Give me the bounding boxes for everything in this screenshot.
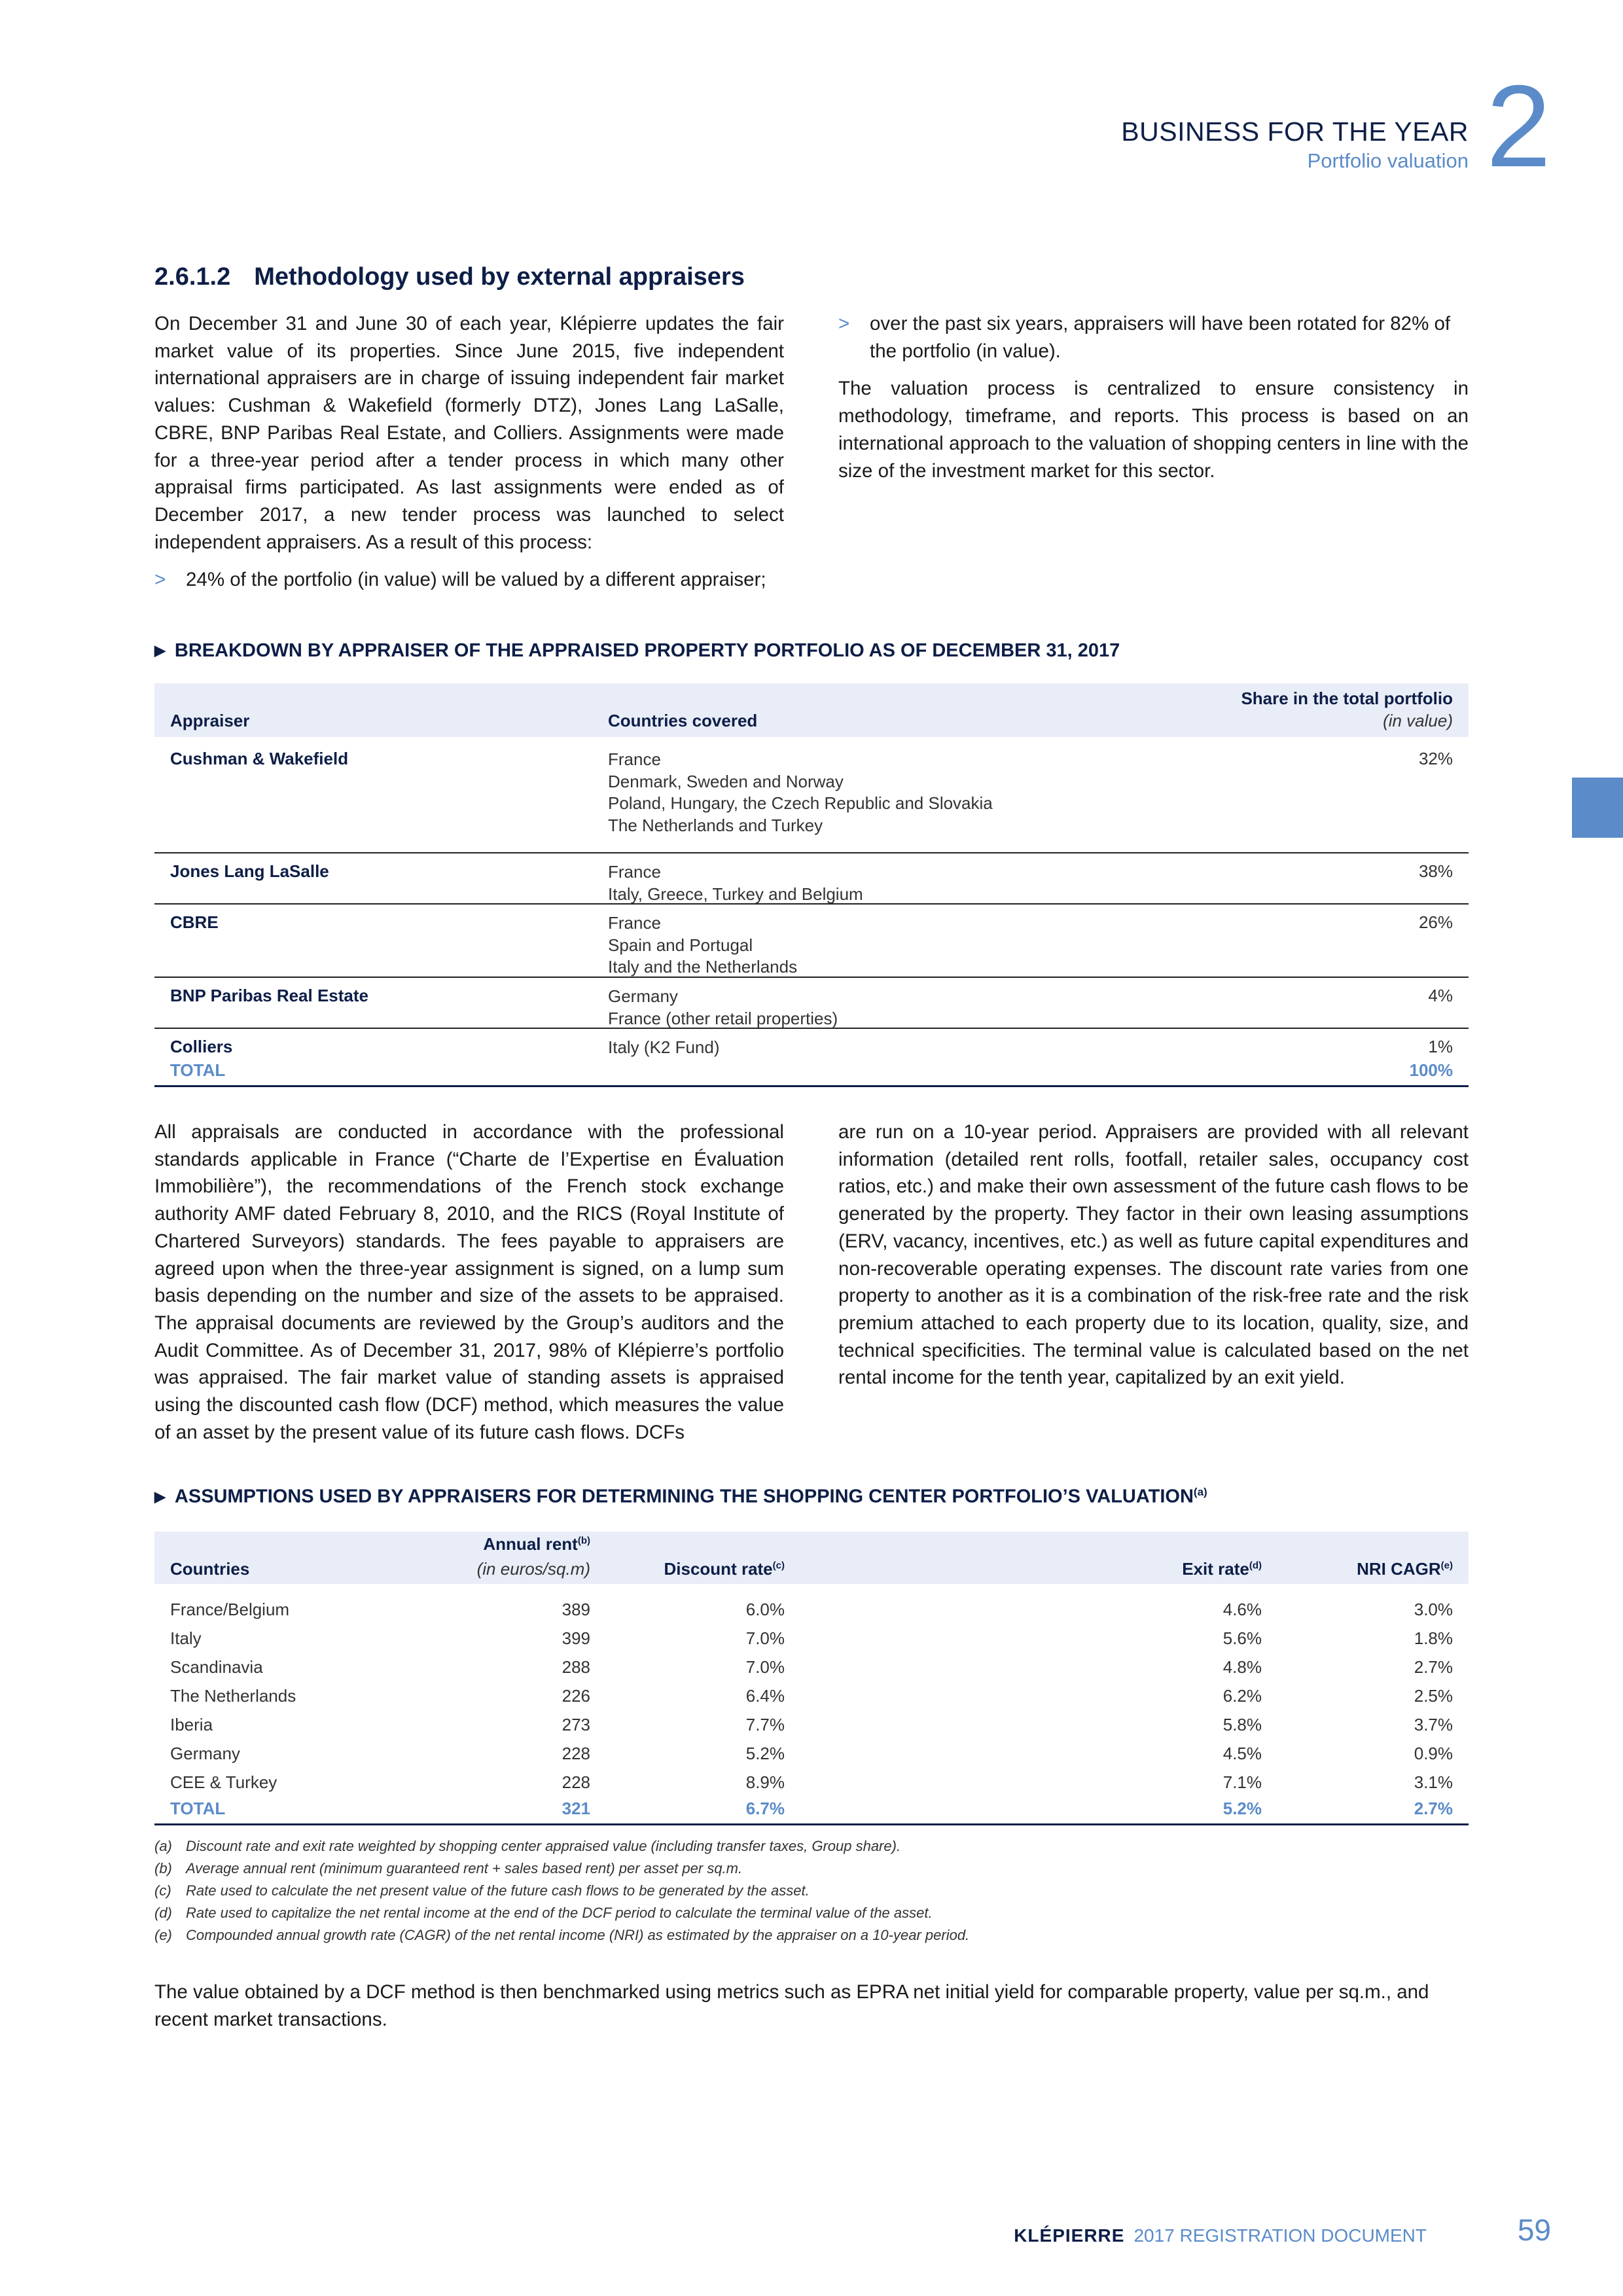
country-line: France (other retail properties) bbox=[608, 1008, 838, 1028]
country-line: Spain and Portugal bbox=[608, 935, 753, 955]
assumptions-table bbox=[154, 1532, 1469, 1825]
share-value: 32% bbox=[1418, 749, 1453, 768]
share-value: 38% bbox=[1418, 861, 1453, 881]
table-row bbox=[154, 1594, 1469, 1623]
table-row bbox=[154, 1738, 1469, 1767]
total-rent: 321 bbox=[562, 1799, 590, 1818]
rent-cell: 288 bbox=[562, 1657, 590, 1677]
section-title bbox=[154, 263, 745, 291]
col-exit-text: Exit rate bbox=[1182, 1559, 1249, 1579]
col-discount-text: Discount rate bbox=[664, 1559, 773, 1579]
table1-total-row bbox=[154, 1058, 1469, 1087]
rent-cell: 228 bbox=[562, 1744, 590, 1763]
exit-cell: 4.8% bbox=[1222, 1657, 1262, 1677]
chapter-side-tab bbox=[1572, 778, 1623, 838]
footnote bbox=[154, 1902, 1469, 1924]
col-discount bbox=[664, 1559, 785, 1579]
rent-cell: 389 bbox=[562, 1600, 590, 1619]
col-appraiser: Appraiser bbox=[170, 711, 250, 730]
share-value: 1% bbox=[1428, 1037, 1453, 1056]
country-line: The Netherlands and Turkey bbox=[608, 815, 823, 835]
footnote bbox=[154, 1880, 1469, 1902]
chapter-title: BUSINESS FOR THE YEAR bbox=[1121, 117, 1469, 147]
footnote-text: Rate used to capitalize the net rental income at the end of the DCF period to calculate the terminal value of the asset. bbox=[186, 1905, 933, 1921]
table2-header bbox=[154, 1532, 1469, 1584]
col-share: Share in the total portfolio bbox=[1241, 689, 1453, 708]
country-cell: Germany bbox=[170, 1744, 240, 1763]
country-line: France bbox=[608, 913, 661, 933]
col-cagr bbox=[1357, 1559, 1453, 1579]
table1-heading-text: BREAKDOWN BY APPRAISER OF THE APPRAISED PROPERTY PORTFOLIO AS OF DECEMBER 31, 2017 bbox=[174, 640, 1120, 661]
footer-brand: KLÉPIERRE bbox=[1014, 2225, 1125, 2246]
appraiser-name: CBRE bbox=[170, 912, 219, 932]
chapter-number: 2 bbox=[1486, 61, 1551, 191]
footnote bbox=[154, 1835, 1469, 1857]
table2-footnotes bbox=[154, 1835, 1469, 1946]
country-cell: CEE & Turkey bbox=[170, 1772, 277, 1792]
country-cell: Iberia bbox=[170, 1715, 213, 1734]
country-cell: Scandinavia bbox=[170, 1657, 263, 1677]
footnote-text: Average annual rent (minimum guaranteed rent + sales based rent) per asset per sq.m. bbox=[186, 1860, 743, 1876]
discount-cell: 7.7% bbox=[745, 1715, 785, 1734]
footnote-label: (e) bbox=[154, 1927, 172, 1943]
share-value: 26% bbox=[1418, 912, 1453, 932]
total-cagr: 2.7% bbox=[1414, 1799, 1453, 1818]
table-row bbox=[154, 1623, 1469, 1652]
total-value: 100% bbox=[1409, 1060, 1453, 1080]
total-label: TOTAL bbox=[170, 1799, 226, 1818]
intro-right-column bbox=[838, 310, 1469, 484]
country-line: Italy (K2 Fund) bbox=[608, 1037, 720, 1057]
rent-cell: 399 bbox=[562, 1628, 590, 1648]
discount-cell: 7.0% bbox=[745, 1657, 785, 1677]
countries-covered bbox=[608, 1037, 720, 1059]
footer-doc-title: 2017 REGISTRATION DOCUMENT bbox=[1133, 2225, 1427, 2246]
cagr-cell: 3.1% bbox=[1414, 1772, 1453, 1792]
country-cell: The Netherlands bbox=[170, 1686, 296, 1706]
exit-cell: 4.5% bbox=[1222, 1744, 1262, 1763]
table-row bbox=[154, 1681, 1469, 1710]
countries-covered bbox=[608, 749, 993, 836]
body-left-paragraph: All appraisals are conducted in accordance with the professional standards applicable in France (“Charte de l’Expertise en Évaluation Immobilière”), the recommendations of the French stock exchange authority AMF dated February 8, 2010, and the RICS (Royal Institute of Chartered Surveyors) standards. The fees payable to appraisers are agreed upon when the three-year assignment is signed, on a lump sum basis depending on the number and size of the assets to be appraised. The appraisal documents are reviewed by the Group’s auditors and the Audit Committee. As of December 31, 2017, 98% of Klépierre’s portfolio was appraised. The fair market value of standing assets is appraised using the discounted cash flow (DCF) method, which measures the value of an asset by the present value of its future cash flows. DCFs bbox=[154, 1121, 784, 1443]
col-exit bbox=[1182, 1559, 1262, 1579]
triangle-icon: ▶ bbox=[154, 642, 166, 658]
total-exit: 5.2% bbox=[1222, 1799, 1262, 1818]
rent-cell: 228 bbox=[562, 1772, 590, 1792]
discount-cell: 6.4% bbox=[745, 1686, 785, 1706]
exit-cell: 4.6% bbox=[1222, 1600, 1262, 1619]
footnote-ref: (a) bbox=[1193, 1486, 1207, 1498]
table-row bbox=[154, 741, 1469, 853]
closing-paragraph: The value obtained by a DCF method is then benchmarked using metrics such as EPRA net initial yield for comparable property, value per sq.m., and recent market transactions. bbox=[154, 1981, 1429, 2030]
total-discount: 6.7% bbox=[745, 1799, 785, 1818]
col-rent-sub: (in euros/sq.m) bbox=[476, 1559, 590, 1579]
exit-cell: 7.1% bbox=[1222, 1772, 1262, 1792]
table1-header bbox=[154, 683, 1469, 737]
country-cell: Italy bbox=[170, 1628, 202, 1648]
exit-cell: 6.2% bbox=[1222, 1686, 1262, 1706]
intro-left-column bbox=[154, 310, 784, 594]
total-label: TOTAL bbox=[170, 1060, 226, 1080]
footnote bbox=[154, 1857, 1469, 1880]
intro-paragraph: On December 31 and June 30 of each year, Klépierre updates the fair market value of its properties. Since June 2015, five independent international appraisers are in charge of issuing independent fair market values: Cushman & Wakefield (formerly DTZ), Jones Lang LaSalle, CBRE, BNP Paribas Real Estate, and Colliers. Assignments were made for a three-year period after a tender process in which many other appraisal firms participated. As last assignments were ended as of December 2017, a new tender process was launched to select independent appraisers. As a result of this process: bbox=[154, 313, 784, 553]
footnote-label: (c) bbox=[154, 1882, 171, 1899]
appraiser-name: Cushman & Wakefield bbox=[170, 749, 349, 768]
table1-heading bbox=[154, 640, 1120, 662]
countries-covered bbox=[608, 986, 838, 1030]
cagr-cell: 2.7% bbox=[1414, 1657, 1453, 1677]
cagr-cell: 3.0% bbox=[1414, 1600, 1453, 1619]
discount-cell: 5.2% bbox=[745, 1744, 785, 1763]
discount-cell: 8.9% bbox=[745, 1772, 785, 1792]
col-countries: Countries bbox=[170, 1559, 250, 1579]
footer-document bbox=[1014, 2225, 1427, 2246]
exit-cell: 5.6% bbox=[1222, 1628, 1262, 1648]
country-line: Italy and the Netherlands bbox=[608, 957, 798, 977]
section-title-text: Methodology used by external appraisers bbox=[254, 263, 745, 291]
table-row bbox=[154, 978, 1469, 1029]
footnote-ref: (d) bbox=[1249, 1560, 1262, 1571]
col-rent bbox=[483, 1534, 590, 1554]
bullet-marker: > bbox=[838, 313, 850, 334]
page-number: 59 bbox=[1517, 2213, 1551, 2247]
countries-covered bbox=[608, 912, 797, 978]
footnote-ref: (c) bbox=[772, 1560, 785, 1571]
country-line: Denmark, Sweden and Norway bbox=[608, 771, 844, 791]
footnote-label: (d) bbox=[154, 1905, 172, 1921]
exit-cell: 5.8% bbox=[1222, 1715, 1262, 1734]
intro-bullet-2 bbox=[838, 310, 1469, 365]
table2-total-row bbox=[154, 1796, 1469, 1825]
bullet-text: over the past six years, appraisers will have been rotated for 82% of the portfolio (in value). bbox=[870, 313, 1451, 362]
table-row bbox=[154, 905, 1469, 978]
footnote-text: Discount rate and exit rate weighted by shopping center appraised value (including transfer taxes, Group share). bbox=[186, 1838, 901, 1854]
share-value: 4% bbox=[1428, 986, 1453, 1005]
footnote-ref: (b) bbox=[577, 1535, 590, 1547]
table-row bbox=[154, 853, 1469, 905]
appraiser-name: Colliers bbox=[170, 1037, 233, 1056]
col-rent-text: Annual rent bbox=[483, 1534, 578, 1554]
table-row bbox=[154, 1029, 1469, 1058]
footnote bbox=[154, 1924, 1469, 1946]
country-cell: France/Belgium bbox=[170, 1600, 290, 1619]
chapter-subtitle: Portfolio valuation bbox=[1307, 149, 1469, 172]
cagr-cell: 0.9% bbox=[1414, 1744, 1453, 1763]
cagr-cell: 1.8% bbox=[1414, 1628, 1453, 1648]
table-row bbox=[154, 1767, 1469, 1796]
col-share-sub: (in value) bbox=[1383, 711, 1453, 730]
countries-covered bbox=[608, 861, 863, 905]
bullet-text: 24% of the portfolio (in value) will be valued by a different appraiser; bbox=[186, 569, 766, 591]
country-line: Italy, Greece, Turkey and Belgium bbox=[608, 884, 863, 904]
intro-paragraph-2: The valuation process is centralized to ensure consistency in methodology, timeframe, and reports. This process is based on an international approach to the valuation of shopping centers in line with the size of the investment market for this sector. bbox=[838, 378, 1469, 482]
appraiser-name: BNP Paribas Real Estate bbox=[170, 986, 368, 1005]
discount-cell: 7.0% bbox=[745, 1628, 785, 1648]
country-line: France bbox=[608, 749, 661, 769]
rent-cell: 273 bbox=[562, 1715, 590, 1734]
footnote-label: (a) bbox=[154, 1838, 172, 1854]
footnote-ref: (e) bbox=[1440, 1560, 1453, 1571]
footnote-text: Compounded annual growth rate (CAGR) of the net rental income (NRI) as estimated by the appraiser on a 10-year period. bbox=[186, 1927, 970, 1943]
country-line: Poland, Hungary, the Czech Republic and Slovakia bbox=[608, 793, 993, 813]
cagr-cell: 2.5% bbox=[1414, 1686, 1453, 1706]
col-cagr-text: NRI CAGR bbox=[1357, 1559, 1441, 1579]
discount-cell: 6.0% bbox=[745, 1600, 785, 1619]
section-number: 2.6.1.2 bbox=[154, 263, 231, 291]
appraiser-name: Jones Lang LaSalle bbox=[170, 861, 329, 881]
table-row bbox=[154, 1710, 1469, 1738]
footnote-label: (b) bbox=[154, 1860, 172, 1876]
cagr-cell: 3.7% bbox=[1414, 1715, 1453, 1734]
bullet-marker: > bbox=[154, 569, 166, 591]
body-right-paragraph: are run on a 10-year period. Appraisers are provided with all relevant information (detailed rent rolls, footfall, retailer sales, occupancy cost ratios, etc.) and make their own assessment of the future cash flows to be generated by the property. They factor in their own leasing assumptions (ERV, vacancy, incentives, etc.) as well as future capital expenditures and non-recoverable operating expenses. The discount rate varies from one property to another as it is a combination of the risk-free rate and the risk premium attached to each property due to its location, quality, size, and technical specificities. The terminal value is calculated based on the net rental income for the tenth year, capitalized by an exit yield. bbox=[838, 1121, 1469, 1389]
table2-heading bbox=[154, 1486, 1207, 1508]
table-row bbox=[154, 1652, 1469, 1681]
appraiser-table bbox=[154, 683, 1469, 1087]
table2-heading-text: ASSUMPTIONS USED BY APPRAISERS FOR DETERMINING THE SHOPPING CENTER PORTFOLIO’S VALUATION bbox=[174, 1486, 1194, 1507]
intro-bullet-1 bbox=[154, 566, 784, 594]
triangle-icon: ▶ bbox=[154, 1488, 166, 1505]
country-line: Germany bbox=[608, 986, 678, 1006]
col-countries: Countries covered bbox=[608, 711, 758, 730]
footnote-text: Rate used to calculate the net present value of the future cash flows to be generated by the asset. bbox=[186, 1882, 810, 1899]
rent-cell: 226 bbox=[562, 1686, 590, 1706]
country-line: France bbox=[608, 862, 661, 882]
